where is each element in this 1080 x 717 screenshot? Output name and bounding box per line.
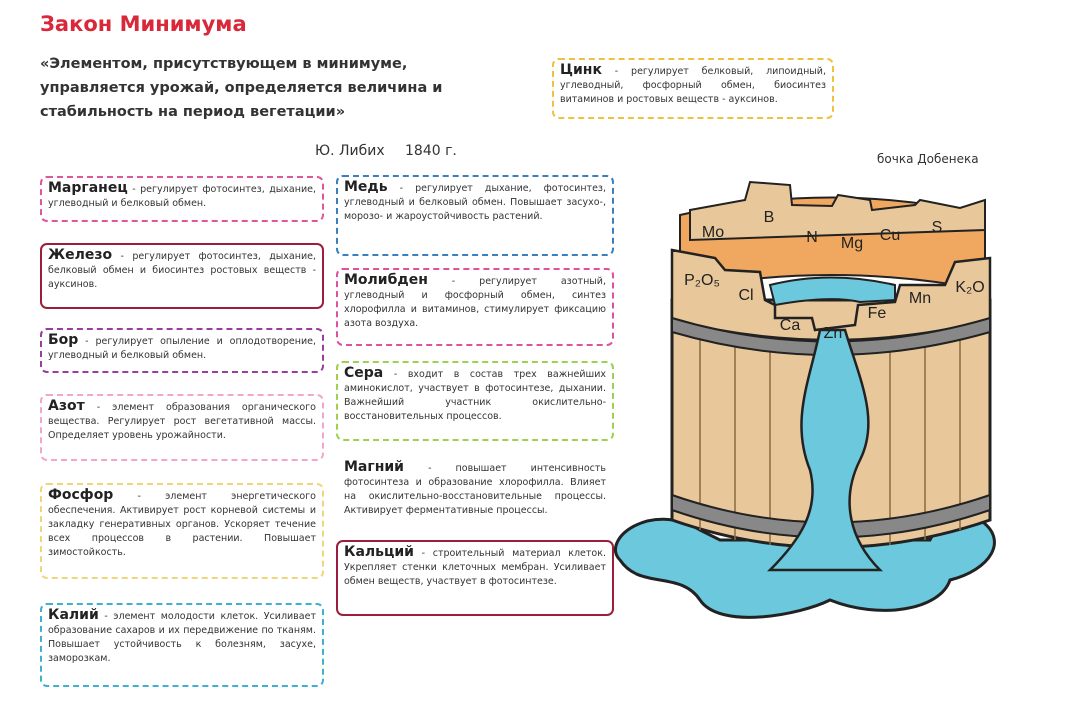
liebig-quote: «Элементом, присутствующем в минимуме, управляется урожай, определяется величина и стабильность на период вегетации» — [40, 56, 443, 120]
page-title: Закон Минимума — [40, 12, 247, 36]
element-name: Молибден — [344, 272, 428, 288]
stave-label: Ca — [779, 317, 801, 334]
element-description: - регулирует белковый, липоидный, углеводный, фосфорный обмен, биосинтез витаминов и ростовых веществ - ауксинов. — [560, 66, 826, 105]
barrel-caption: бочка Добенека — [877, 152, 979, 166]
element-description: - строительный материал клеток. Укрепляет стенки клеточных мембран. Усиливает обмен веществ, участвует в фотосинтезе. — [344, 548, 606, 587]
stave-label: Cl — [738, 287, 754, 304]
element-description: - элемент образования органического вещества. Регулирует рост вегетативной массы. Определяет уровень урожайности. — [48, 402, 316, 441]
stave-label: Cu — [879, 227, 901, 244]
element-name: Фосфор — [48, 487, 114, 503]
element-name: Сера — [344, 365, 384, 381]
quote-author: Ю. Либих — [315, 143, 385, 159]
element-name: Азот — [48, 398, 85, 414]
element-name: Железо — [48, 247, 113, 263]
element-name: Цинк — [560, 62, 602, 78]
element-name: Калий — [48, 607, 99, 623]
stave-label: S — [931, 219, 943, 236]
element-description: - элемент энергетического обеспечения. Активирует рост корневой системы и закладку генеративных органов. Ускоряет течение всех процессов в растении. Повышает зимостойкость. — [48, 491, 316, 558]
stave-label: N — [806, 229, 818, 246]
element-name: Кальций — [344, 544, 414, 560]
stave-label: P₂O₅ — [684, 272, 720, 289]
quote-year: 1840 г. — [405, 143, 457, 159]
stave-label: Zn — [823, 325, 843, 342]
element-description: - регулирует фотосинтез, дыхание, углеводный и белковый обмен. — [48, 184, 316, 209]
element-description: - входит в состав трех важнейших аминокислот, участвует в фотосинтезе, дыхании. Важнейший участник окислительно-восстановительных процессов. — [344, 369, 606, 422]
element-description: - регулирует опыление и оплодотворение, углеводный и белковый обмен. — [48, 336, 316, 361]
stave-label: K₂O — [955, 279, 985, 296]
stave-label: Mo — [701, 224, 725, 241]
element-name: Медь — [344, 179, 388, 195]
element-description: - регулирует дыхание, фотосинтез, углеводный и белковый обмен. Повышает засухо-, морозо- и жароустойчивость растений. — [344, 183, 606, 222]
stave-label: Mg — [840, 235, 864, 252]
stave-label: Mn — [908, 290, 932, 307]
element-name: Бор — [48, 332, 79, 348]
element-name: Магний — [344, 459, 404, 475]
element-description: - регулирует азотный, углеводный и фосфорный обмен, синтез хлорофилла и витаминов, стимулирует фиксацию азота воздуха. — [344, 276, 606, 329]
stave-label: B — [763, 209, 775, 226]
element-description: - повышает интенсивность фотосинтеза и образование хлорофилла. Влияет на окислительно-восстановительные процессы. Активирует ферментативные процессы. — [344, 463, 606, 516]
element-description: - регулирует фотосинтез, дыхание, белковый обмен и биосинтез ростовых веществ - ауксинов. — [48, 251, 316, 290]
element-description: - элемент молодости клеток. Усиливает образование сахаров и их передвижение по тканям. Повышает устойчивость к болезням, засухе, заморозкам. — [48, 611, 316, 664]
stave-label: Fe — [867, 305, 887, 322]
element-name: Марганец — [48, 180, 128, 196]
